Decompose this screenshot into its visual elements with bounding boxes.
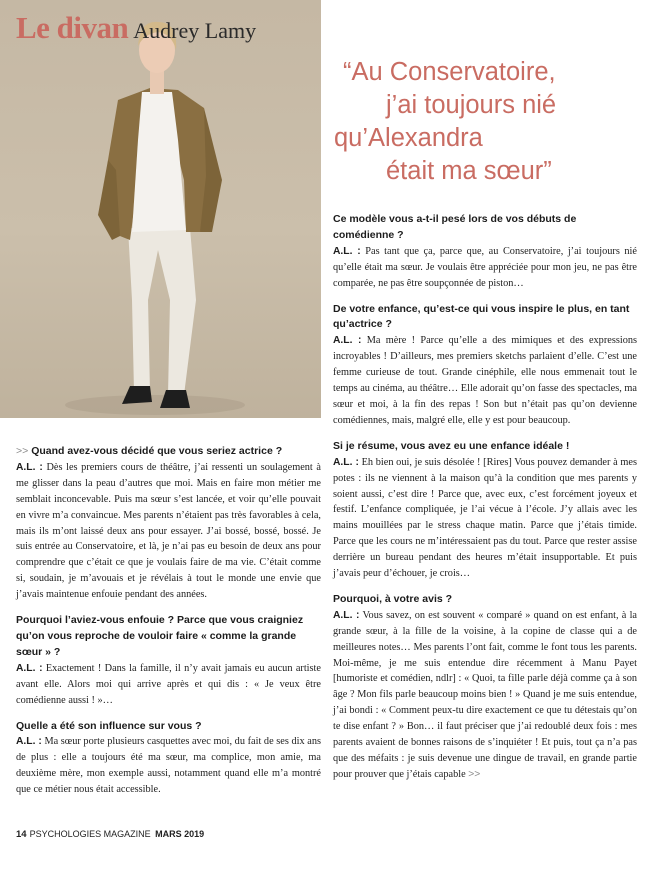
question: Quelle a été son influence sur vous ? bbox=[16, 719, 202, 732]
answer: A.L. : Pas tant que ça, parce que, au Conservatoire, j’ai toujours nié qu’elle était ma sœur. Je voulais être appréciée pour mon jeu, ne pas être comparée, ne pas être soupçonnée de piston… bbox=[333, 245, 637, 289]
portrait-illustration bbox=[0, 0, 321, 418]
issue-date: MARS 2019 bbox=[155, 829, 205, 839]
page-title bbox=[16, 10, 256, 46]
question: Pourquoi, à votre avis ? bbox=[333, 592, 453, 605]
rubric-label: Le divan bbox=[16, 10, 129, 45]
left-column bbox=[16, 444, 321, 798]
answer: A.L. : Exactement ! Dans la famille, il n’y avait jamais eu aucun artiste avant elle. Alors moi qui arrive après et qui dis : « Je veux être comédienne aussi ! »… bbox=[16, 662, 321, 706]
continue-arrow: >> bbox=[468, 768, 481, 780]
speaker-label: A.L. : bbox=[16, 662, 43, 674]
quote-line: qu’Alexandra bbox=[334, 124, 483, 152]
magazine-name: PSYCHOLOGIES MAGAZINE bbox=[29, 829, 151, 839]
quote-line: était ma sœur” bbox=[386, 157, 552, 185]
answer: A.L. : Ma sœur porte plusieurs casquettes avec moi, du fait de ses dix ans de plus : elle a toujours été ma sœur, ma complice, mon amie, ma deuxième mère, mon exemple aussi, notamment quand elle m’a montré que ce métier nous était accessible. bbox=[16, 736, 321, 796]
answer: A.L. : Ma mère ! Parce qu’elle a des mimiques et des expressions incroyables ! D’ailleurs, mes premiers sketchs parlaient d’elle. C’est une femme curieuse de tout. Grande cinéphile, elle nous emmenait tout le temps au cinéma, au théâtre… Elle adorait qu’on fasse des spectacles, ma sœur et moi, à la fin des repas ! Son but n’était pas qu’on devienne comédiennes, mais, malgré elle, elle y est pour beaucoup. bbox=[333, 335, 637, 426]
page-footer bbox=[16, 829, 204, 840]
interviewee-name: Audrey Lamy bbox=[133, 18, 257, 43]
answer: A.L. : Vous savez, on est souvent « comparé » quand on est enfant, à la grande sœur, à la fille de la voisine, à la copine de classe qui a de meilleures notes… Mes parents l’ont fait, comme le font tous les parents. Moi-même, je me suis entendue dire récemment à Manu Payet [humoriste et comédien, ndlr] : « Quoi, ta fille parle déjà comme ça à son âge ? Mon fils parle beaucoup moins bien ! » Quand je me suis entendue, j’ai bondi : « Comment peux-tu dire exactement ce que tu détestais qu’on te dise enfant ? » Bon… il faut préciser que j’ai redoublé deux fois : mes parents avaient de bonnes raisons de s’inquiéter ! Et puis, tout ça n’a pas que des méfaits : je suis devenue une dingue de travail, en grande partie pour prouver que j’étais capable >> bbox=[333, 609, 638, 780]
right-column bbox=[333, 212, 637, 783]
speaker-label: A.L. : bbox=[16, 736, 42, 748]
speaker-label: A.L. : bbox=[16, 461, 43, 473]
speaker-label: A.L. : bbox=[333, 609, 360, 621]
page-number: 14 bbox=[16, 829, 27, 840]
question: De votre enfance, qu’est-ce qui vous inspire le plus, en tant qu’actrice ? bbox=[333, 302, 630, 331]
answer: A.L. : Dès les premiers cours de théâtre, j’ai ressenti un soulagement à me glisser dans la peau d’autres que moi. Mais en faire mon métier me semblait inconcevable. Puis ma sœur s’est lancée, et voir qu’elle pouvait en vivre m’a convaincue. Mes parents n’étaient pas très favorables à cela, mais ils m’ont laissé deux ans pour essayer. J’ai bossé, bossé, bossé. Je suis entrée au Conservatoire, et là, je n’ai pas eu besoin de deux ans pour comprendre que c’était ce que je voulais faire de ma vie. C’était comme si, soudain, je m’avouais et je révélais à tout le monde une envie que j’avais maintenue enfouie pendant des années. bbox=[16, 461, 321, 601]
speaker-label: A.L. : bbox=[333, 456, 359, 468]
speaker-label: A.L. : bbox=[333, 335, 362, 347]
question: Si je résume, vous avez eu une enfance idéale ! bbox=[333, 439, 570, 452]
pull-quote bbox=[331, 56, 641, 188]
question: >> Quand avez-vous décidé que vous seriez actrice ? bbox=[16, 445, 283, 457]
speaker-label: A.L. : bbox=[333, 245, 361, 257]
continue-arrow: >> bbox=[16, 445, 29, 457]
question: Ce modèle vous a-t-il pesé lors de vos débuts de comédienne ? bbox=[333, 213, 577, 241]
quote-line: j’ai toujours nié bbox=[386, 91, 557, 119]
answer: A.L. : Eh bien oui, je suis désolée ! [Rires] Vous pouvez demander à mes potes : ils ne viennent à la maison qu’à la condition que mes parents y soient aussi, c’est dire ! Parce que, avec eux, c’est forcément joyeux et festif. L’enfance compliquée, je l’ai vécue à l’école. J’y allais avec les mains mouillées par le stress chaque matin. Parce que j’étais timide. Parce que les cours ne m’intéressaient pas du tout. Parce que rester assise derrière un bureau pendant des heures m’était insupportable. Et puis j’avais peur d’échouer, je crois… bbox=[333, 456, 637, 580]
portrait-photo bbox=[0, 0, 321, 418]
question: Pourquoi l’aviez-vous enfouie ? Parce que vous craigniez qu’on vous reproche de vouloir faire « comme la grande sœur » ? bbox=[16, 614, 304, 658]
quote-line: “Au Conservatoire, bbox=[343, 58, 556, 86]
